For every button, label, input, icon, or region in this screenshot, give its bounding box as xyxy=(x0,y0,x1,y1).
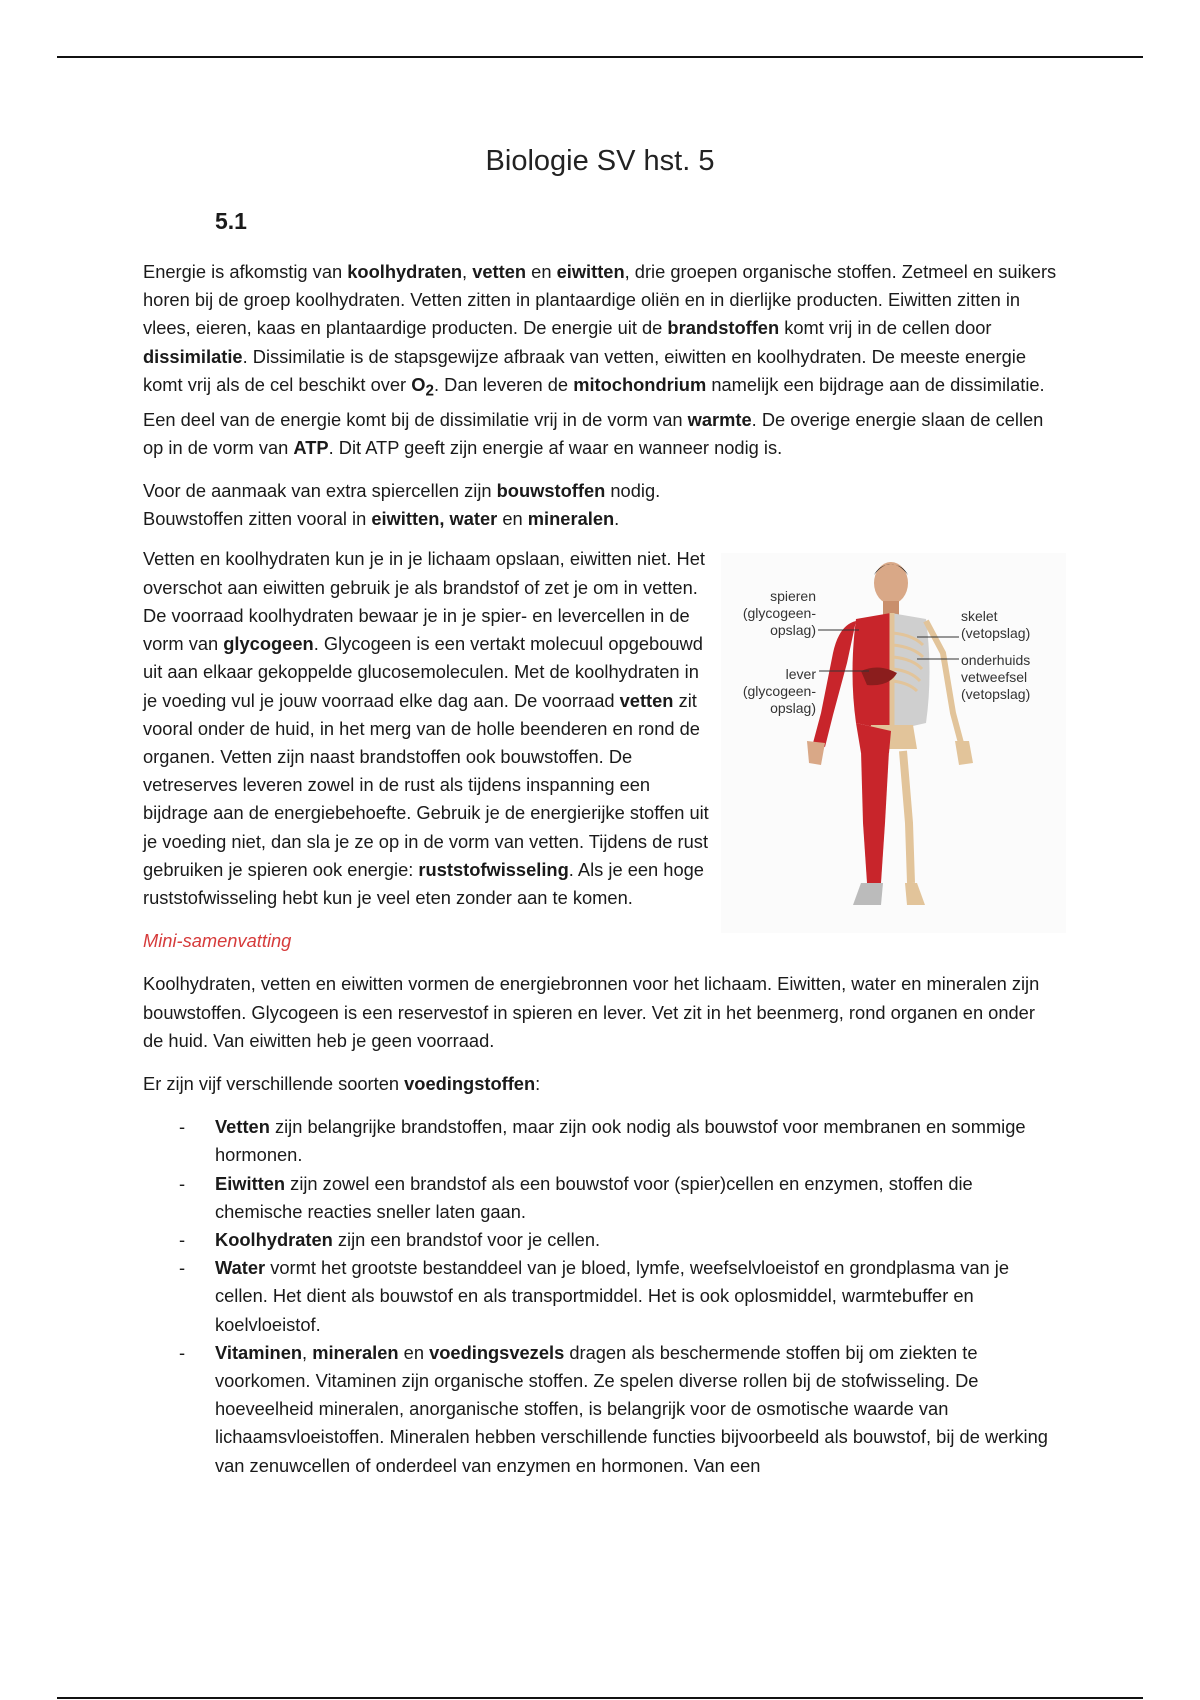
label-lever: lever (glycogeen- opslag) xyxy=(742,666,816,717)
list-item-carbohydrates: - Koolhydraten zijn een brandstof voor je cellen. xyxy=(215,1226,1058,1254)
list-item-vitamins: - Vitaminen, mineralen en voedingsvezels dragen als beschermende stoffen bij om ziekten te voorkomen. Vitaminen zijn organische stoffen. Ze spelen diverse rollen bij de stofwisseling. De hoeveelheid mineralen, anorganische stoffen, is belangrijk voor de osmotische waarde van lichaamsvloeistoffen. Mineralen hebben verschillende functies bijvoorbeeld als bouwstof, bij de werking van zenuwcellen of onderdeel van enzymen en hormonen. Van een xyxy=(215,1339,1058,1480)
label-skelet: skelet (vetopslag) xyxy=(961,608,1031,642)
paragraph-energy: Energie is afkomstig van koolhydraten, vetten en eiwitten, drie groepen organische stoffen. Zetmeel en suikers horen bij de groep koolhydraten. Vetten zitten in plantaardige oliën en in dierlijke producten. Eiwitten zitten in vlees, eieren, kaas en plantaardige producten. De energie uit de brandstoffen komt vrij in de cellen door dissimilatie. Dissimilatie is de stapsgewijze afbraak van vetten, eiwitten en koolhydraten. De meeste energie komt vrij als de cel beschikt over $O_2$. Dan leveren de mitochondrium namelijk een bijdrage aan de dissimilatie. Een deel van de energie komt bij de dissimilatie vrij in de vorm van warmte. De overige energie slaan de cellen op in de vorm van ATP. Dit ATP geeft zijn energie af waar en wanneer nodig is. xyxy=(143,261,1057,458)
list-item-water: - Water vormt het grootste bestanddeel van je bloed, lymfe, weefselvloeistof en grondplasma van je cellen. Het dient als bouwstof en als transportmiddel. Het is ook oplosmiddel, warmtebuffer en koelvloeistof. xyxy=(215,1254,1058,1339)
paragraph-building-materials: Voor de aanmaak van extra spiercellen zijn bouwstoffen nodig. Bouwstoffen zitten vooral in eiwitten, water en mineralen. xyxy=(143,480,661,530)
section-heading: 5.1 xyxy=(215,208,247,234)
list-item-proteins: - Eiwitten zijn zowel een brandstof als een bouwstof voor (spier)cellen en enzymen, stoffen die chemische reacties sneller laten gaan. xyxy=(215,1170,1058,1226)
paragraph-nutrients-intro: Er zijn vijf verschillende soorten voedingstoffen: xyxy=(143,1072,541,1094)
footer-rule xyxy=(57,1697,1143,1699)
document-title: Biologie SV hst. 5 xyxy=(485,145,715,177)
header-rule xyxy=(57,56,1143,58)
nutrients-list xyxy=(143,1113,1058,1480)
label-spieren: spieren (glycogeen- opslag) xyxy=(742,588,816,639)
document-body xyxy=(143,258,1058,1480)
label-onderhuids: onderhuids vetweefsel (vetopslag) xyxy=(961,652,1031,703)
body-foot-right xyxy=(905,883,925,905)
body-head xyxy=(874,562,908,604)
body-hand-right xyxy=(955,741,973,765)
body-foot-left xyxy=(853,883,883,905)
human-body-figure xyxy=(721,553,1066,933)
body-hand-left xyxy=(807,741,825,765)
body-neck xyxy=(883,601,899,615)
paragraph-storage: Vetten en koolhydraten kun je in je lichaam opslaan, eiwitten niet. Het overschot aan eiwitten gebruik je als brandstof of zet je om in vetten. De voorraad koolhydraten bewaar je in je spier- en levercellen in de vorm van glycogeen. Glycogeen is een vertakt molecuul opgebouwd uit aan elkaar gekoppelde glucosemoleculen. Met de koolhydraten in je voeding vul je jouw voorraad elke dag aan. De voorraad vetten zit vooral onder de huid, in het merg van de holle beenderen en rond de organen. Vetten zijn naast brandstoffen ook bouwstoffen. De vetreserves leveren zowel in de rust als tijdens inspanning een bijdrage aan de energiebehoefte. Gebruik je de energierijke stoffen uit je voeding niet, dan sla je ze op in de vorm van vetten. Tijdens de rust gebruiken je spieren ook energie: ruststofwisseling. Als je een hoge ruststofwisseling hebt kun je veel eten zonder aan te komen. xyxy=(143,548,709,908)
summary-heading: Mini-samenvatting xyxy=(143,930,292,952)
body-skeleton-arm xyxy=(926,621,961,743)
body-muscle-leg xyxy=(861,751,889,883)
body-skeleton-torso xyxy=(891,613,930,731)
body-skeleton-leg xyxy=(903,751,911,883)
body-muscle-arm xyxy=(813,621,856,747)
summary-text: Koolhydraten, vetten en eiwitten vormen de energiebronnen voor het lichaam. Eiwitten, water en mineralen zijn bouwstoffen. Glycogeen is een reservestof in spieren en lever. Vet zit in het beenmerg, rond organen en onder de huid. Van eiwitten heb je geen voorraad. xyxy=(143,973,1040,1051)
list-item-fats: - Vetten zijn belangrijke brandstoffen, maar zijn ook nodig als bouwstof voor membranen en sommige hormonen. xyxy=(215,1113,1058,1169)
